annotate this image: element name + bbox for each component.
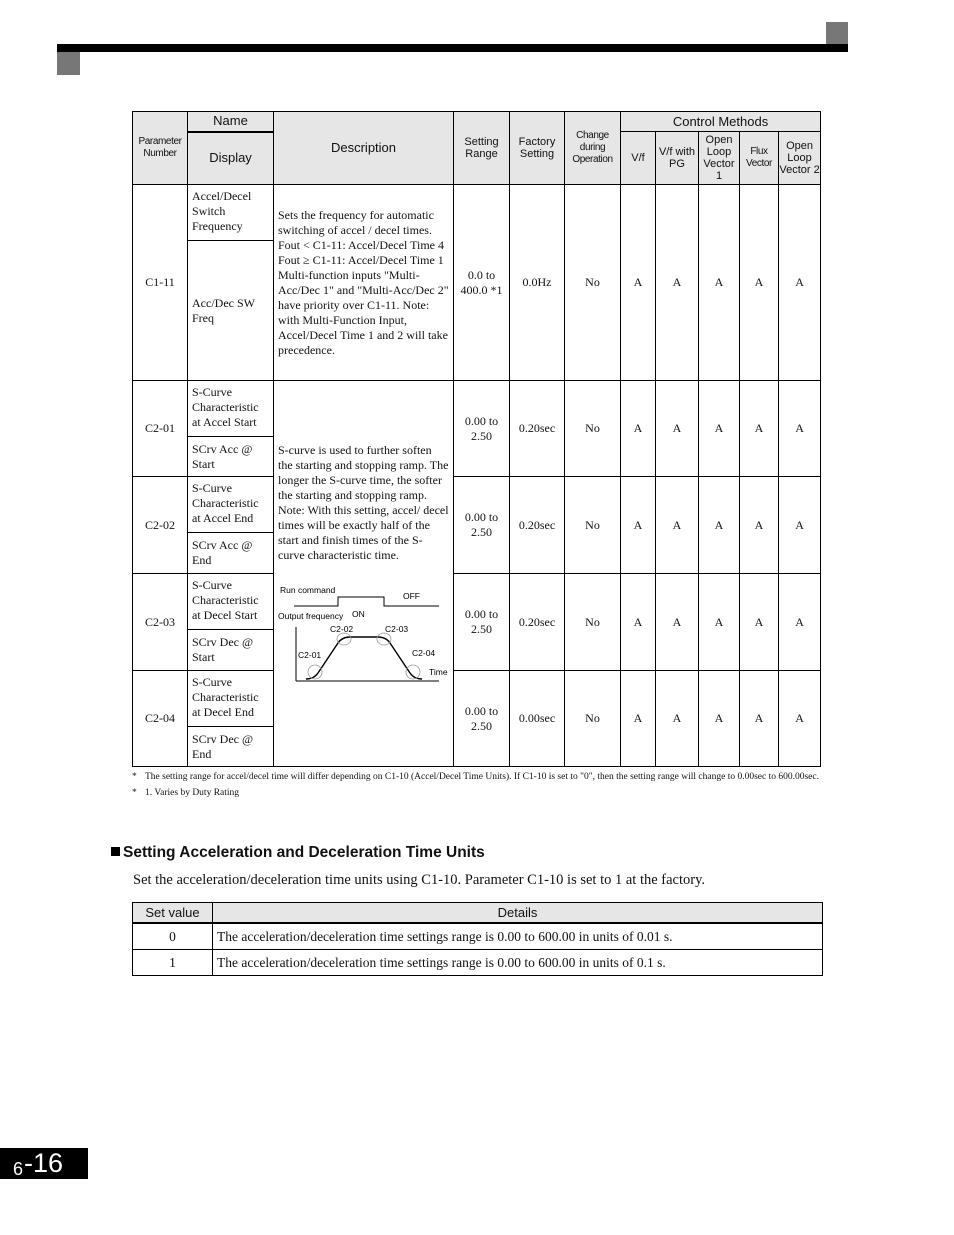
header-change-during-operation: Change during Operation — [565, 112, 621, 185]
header-set-value: Set value — [133, 903, 213, 924]
header-details: Details — [213, 903, 823, 924]
param-name: S-Curve Characteristic at Accel Start — [188, 381, 274, 437]
method-flux-vector: A — [740, 381, 779, 477]
change-during-operation: No — [565, 381, 621, 477]
set-value: 0 — [133, 923, 213, 950]
table-row — [133, 923, 823, 950]
method-vf-pg: A — [656, 574, 699, 671]
footnote-text: 1. Varies by Duty Rating — [145, 788, 240, 798]
footnote-mark: * — [132, 788, 137, 798]
factory-setting: 0.00sec — [510, 671, 565, 767]
method-vf-pg: A — [656, 381, 699, 477]
param-number: C2-03 — [133, 574, 188, 671]
chapter-marker-left — [57, 52, 80, 75]
header-parameter-number: Parameter Number — [133, 112, 188, 185]
header-method-vf-pg: V/f with PG — [656, 132, 699, 185]
method-vf: A — [621, 574, 656, 671]
setting-range: 0.0 to 400.0 *1 — [454, 185, 510, 381]
method-vf-pg: A — [656, 477, 699, 574]
method-olv2: A — [779, 477, 821, 574]
method-olv1: A — [699, 381, 740, 477]
header-method-vf: V/f — [621, 132, 656, 185]
method-flux-vector: A — [740, 477, 779, 574]
header-factory-setting: Factory Setting — [510, 112, 565, 185]
table-row — [133, 950, 823, 976]
method-olv1: A — [699, 185, 740, 381]
c2-02-label: C2-02 — [330, 624, 354, 634]
param-name: S-Curve Characteristic at Decel Start — [188, 574, 274, 630]
method-vf: A — [621, 381, 656, 477]
footnote — [132, 772, 822, 783]
method-olv2: A — [779, 381, 821, 477]
header-method-olv2: Open Loop Vector 2 — [779, 132, 821, 185]
method-flux-vector: A — [740, 185, 779, 381]
footnotes — [132, 772, 822, 799]
chapter-number: 6 — [13, 1159, 24, 1179]
page-number: -16 — [24, 1148, 64, 1178]
method-olv2: A — [779, 671, 821, 767]
method-vf: A — [621, 477, 656, 574]
table-row — [133, 671, 821, 727]
param-display: SCrv Acc @ End — [188, 533, 274, 574]
header-setting-range: Setting Range — [454, 112, 510, 185]
output-frequency-label: Output frequency — [278, 611, 344, 621]
table-row — [133, 477, 821, 533]
param-description: Sets the frequency for automatic switching of accel / decel times. Fout < C1-11: Accel/Decel Time 4 Fout ≥ C1-11: Accel/Decel Time 1 Multi-function inputs "Multi-Acc/Dec 1" and "Multi-Acc/Dec 2" have priority over C1-11. Note: with Multi-Function Input, Accel/Decel Time 1 and 2 will take precedence. — [274, 185, 454, 381]
run-command-label: Run command — [280, 585, 336, 595]
square-bullet-icon — [111, 847, 120, 856]
method-olv2: A — [779, 574, 821, 671]
change-during-operation: No — [565, 477, 621, 574]
output-frequency-curve — [306, 637, 422, 679]
method-olv1: A — [699, 477, 740, 574]
change-during-operation: No — [565, 185, 621, 381]
footnote-text: The setting range for accel/decel time will differ depending on C1-10 (Accel/Decel Time Units). If C1-10 is set to "0", then the setting range will change to 0.00sec to 600.00sec. — [145, 772, 819, 782]
on-label: ON — [352, 609, 365, 619]
param-name: S-Curve Characteristic at Decel End — [188, 671, 274, 727]
section-heading-text: Setting Acceleration and Deceleration Time Units — [123, 844, 485, 861]
time-label: Time — [429, 667, 448, 677]
c2-01-label: C2-01 — [298, 650, 322, 660]
param-display: SCrv Dec @ End — [188, 727, 274, 767]
footnote-mark: * — [132, 772, 137, 782]
table-row — [133, 574, 821, 630]
change-during-operation: No — [565, 671, 621, 767]
off-label: OFF — [403, 591, 420, 601]
method-vf-pg: A — [656, 185, 699, 381]
c2-03-label: C2-03 — [385, 624, 409, 634]
method-vf: A — [621, 671, 656, 767]
c2-04-label: C2-04 — [412, 648, 436, 658]
set-value-table — [132, 902, 823, 976]
method-vf-pg: A — [656, 671, 699, 767]
header-method-flux-vector: Flux Vector — [740, 132, 779, 185]
param-name: S-Curve Characteristic at Accel End — [188, 477, 274, 533]
section-heading — [111, 844, 485, 862]
param-number: C2-02 — [133, 477, 188, 574]
change-during-operation: No — [565, 574, 621, 671]
scurve-diagram-svg — [274, 577, 452, 692]
scurve-description: S-curve is used to further soften the starting and stopping ramp. The longer the S-curve time, the softer the starting and stopping ramp. Note: With this setting, accel/ decel times will be exactly half of the start and finish times of the S-curve characteristic time. — [278, 443, 449, 562]
section-paragraph: Set the acceleration/deceleration time units using C1-10. Parameter C1-10 is set to 1 at the factory. — [133, 872, 706, 888]
method-olv2: A — [779, 185, 821, 381]
method-flux-vector: A — [740, 574, 779, 671]
header-control-methods: Control Methods — [621, 112, 821, 132]
scurve-description-cell — [274, 381, 454, 767]
parameter-table — [132, 111, 821, 767]
scurve-diagram — [274, 577, 453, 692]
method-vf: A — [621, 185, 656, 381]
factory-setting: 0.20sec — [510, 381, 565, 477]
header-method-olv1: Open Loop Vector 1 — [699, 132, 740, 185]
c2-02-marker — [337, 633, 351, 645]
param-display: Acc/Dec SW Freq — [188, 241, 274, 381]
factory-setting: 0.20sec — [510, 574, 565, 671]
param-name: Accel/Decel Switch Frequency — [188, 185, 274, 241]
setting-range: 0.00 to 2.50 — [454, 381, 510, 477]
factory-setting: 0.0Hz — [510, 185, 565, 381]
set-value: 1 — [133, 950, 213, 976]
header-name: Name — [188, 112, 274, 132]
method-olv1: A — [699, 671, 740, 767]
setting-range: 0.00 to 2.50 — [454, 477, 510, 574]
table-row — [133, 185, 821, 241]
param-number: C1-11 — [133, 185, 188, 381]
c2-03-marker — [377, 633, 391, 645]
table-row — [133, 381, 821, 437]
factory-setting: 0.20sec — [510, 477, 565, 574]
setting-range: 0.00 to 2.50 — [454, 574, 510, 671]
chapter-marker-right — [826, 22, 848, 44]
header-description: Description — [274, 112, 454, 185]
header-display: Display — [188, 132, 274, 185]
param-display: SCrv Dec @ Start — [188, 630, 274, 671]
header-rule — [57, 44, 848, 52]
set-value-details: The acceleration/deceleration time settings range is 0.00 to 600.00 in units of 0.01 s. — [213, 923, 823, 950]
param-display: SCrv Acc @ Start — [188, 437, 274, 477]
set-value-details: The acceleration/deceleration time settings range is 0.00 to 600.00 in units of 0.1 s. — [213, 950, 823, 976]
method-olv1: A — [699, 574, 740, 671]
param-number: C2-01 — [133, 381, 188, 477]
param-number: C2-04 — [133, 671, 188, 767]
setting-range: 0.00 to 2.50 — [454, 671, 510, 767]
page-number-tab — [0, 1148, 88, 1179]
method-flux-vector: A — [740, 671, 779, 767]
footnote — [132, 788, 822, 799]
